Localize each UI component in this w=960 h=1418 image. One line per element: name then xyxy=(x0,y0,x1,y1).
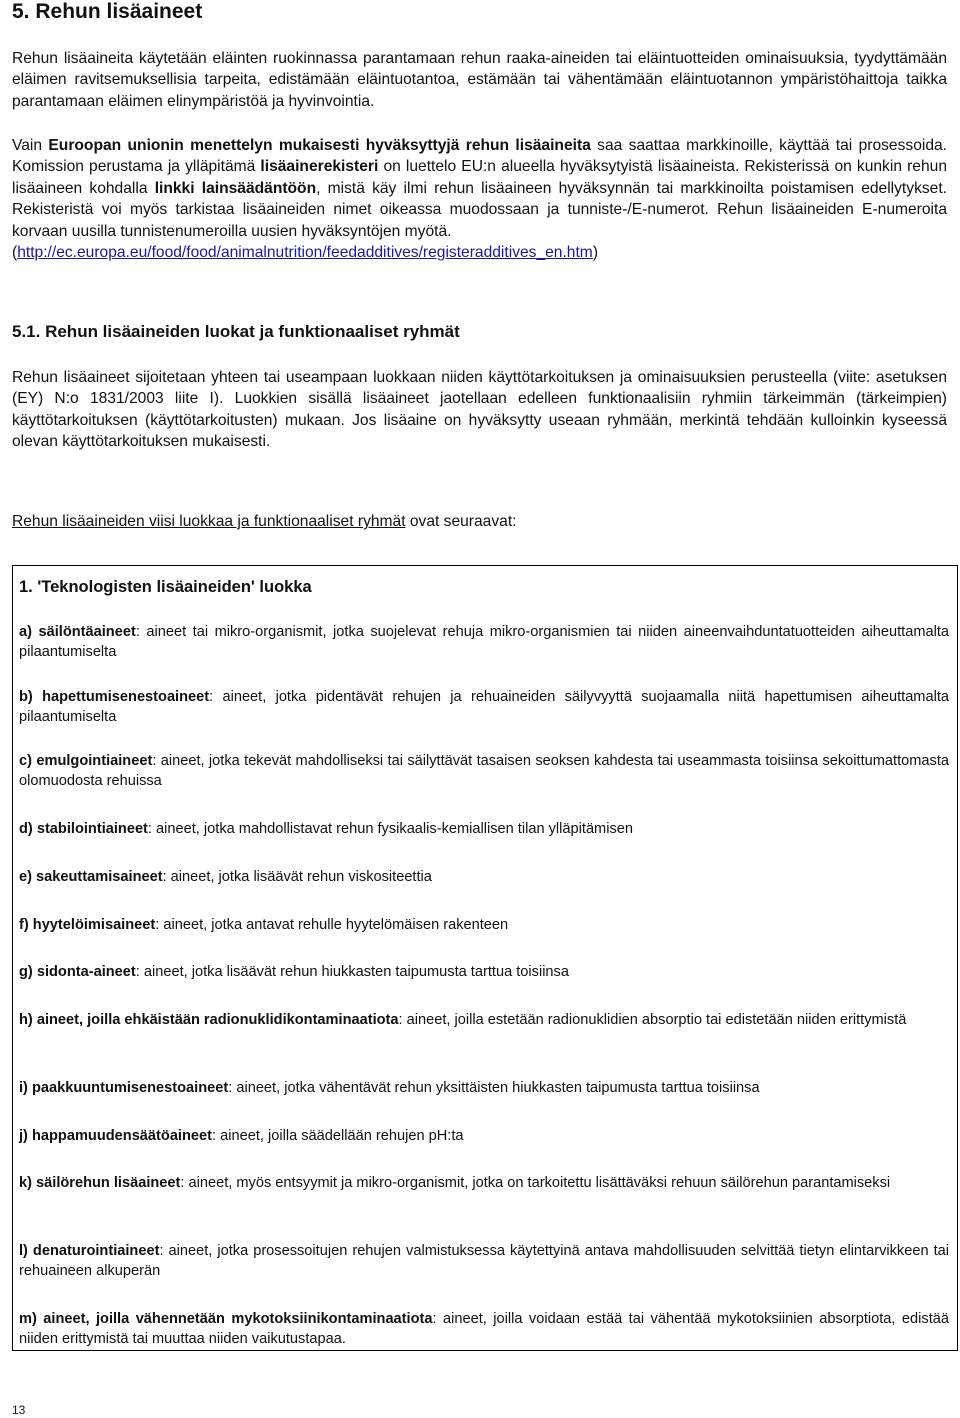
item-label: j) happamuudensäätöaineet xyxy=(19,1128,212,1144)
item-label: a) säilöntäaineet xyxy=(19,624,136,640)
item-text: : aineet tai mikro-organismit, jotka suojelevat rehuja mikro-organismien tai niiden aineenvaihduntatuotteiden aiheuttamalta pilaantumiselta xyxy=(19,624,950,660)
item-label: b) hapettumisenestoaineet xyxy=(19,689,210,705)
paragraph-classes: Rehun lisäaineet sijoitetaan yhteen tai useampaan luokkaan niiden käyttötarkoituksen ja ominaisuuksien perusteella (viite: asetuksen (EY) N:o 1831/2003 liite I). Luokkien sisällä lisäaineet jaotellaan edelleen funktionaalisiin ryhmiin tärkeimmän (tärkeimpien) käyttötarkoituksen (käyttötarkoitusten) mukaan. Jos lisäaine on hyväksytty useaan ryhmään, merkintä tehdään kulloinkin kyseessä olevan käyttötarkoituksen mukaisesti. xyxy=(12,369,947,451)
item-label: l) denaturointiaineet xyxy=(19,1243,160,1259)
paragraph-list-intro xyxy=(12,511,947,532)
item-text: : aineet, jotka mahdollistavat rehun fysikaalis-kemiallisen tilan ylläpitämisen xyxy=(147,821,633,837)
register-link[interactable]: http://ec.europa.eu/food/food/animalnutrition/feedadditives/registeradditives_en.htm xyxy=(17,244,593,262)
text-run: on luettelo EU:n alueella hyväksytyistä lisäaineista. Rekisterissä on kunkin rehun lisäaineen kohdalla xyxy=(12,158,947,197)
item-label: g) sidonta-aineet xyxy=(19,964,136,980)
list-item xyxy=(19,1126,949,1146)
paragraph-intro: Rehun lisäaineita käytetään eläinten ruokinnassa parantamaan rehun raaka-aineiden tai eläintuotteiden ominaisuuksia, tyydyttämään eläimen ravitsemuksellisia tarpeita, edistämään eläintuotantoa, estämään tai vähentämään eläintuotannon ympäristöhaittoja taikka parantamaan eläimen elinympäristöä ja hyvinvointia. xyxy=(12,50,947,110)
item-label: f) hyytelöimisaineet xyxy=(19,917,156,933)
list-item xyxy=(19,751,949,791)
item-text: : aineet, jotka lisäävät rehun viskositeettia xyxy=(162,869,432,885)
list-item xyxy=(19,819,949,839)
text-run: Vain xyxy=(12,137,49,154)
item-text: : aineet, joilla voidaan estää tai vähentää mykotoksiinien absorptiota, edistää niiden erittymistä tai muuttaa niiden vaikutustapaa. xyxy=(19,1311,949,1347)
list-item xyxy=(19,867,949,887)
list-item xyxy=(19,687,949,727)
item-label: c) emulgointiaineet xyxy=(19,753,153,769)
bold-text: Euroopan unionin menettelyn mukaisesti hyväksyttyjä rehun lisäaineita xyxy=(48,137,591,154)
item-text: : aineet, jotka vähentävät rehun yksittäisten hiukkasten taipumusta tarttua toisiinsa xyxy=(228,1080,760,1096)
item-label: k) säilörehun lisäaineet xyxy=(19,1175,181,1191)
category-title: 1. 'Teknologisten lisäaineiden' luokka xyxy=(19,578,312,596)
item-text: : aineet, jotka prosessoitujen rehujen valmistuksessa käytettyinä antava mahdollisuuden selvittää tietyn elintarvikkeen tai rehuaineen alkuperän xyxy=(19,1243,949,1279)
text-run: saa saattaa markkinoille, käyttää tai prosessoida. Komission perustama ja ylläpitämä xyxy=(12,137,948,176)
category-box xyxy=(12,565,958,1351)
item-text: : aineet, jotka lisäävät rehun hiukkasten taipumusta tarttua toisiinsa xyxy=(135,964,569,980)
paragraph-registry xyxy=(12,135,947,263)
text-run: ( xyxy=(12,244,18,262)
list-item xyxy=(19,915,949,935)
item-text: : aineet, jotka antavat rehulle hyytelömäisen rakenteen xyxy=(155,917,509,933)
text-run: ) xyxy=(592,244,599,262)
item-label: h) aineet, joilla ehkäistään radionuklidikontaminaatiota xyxy=(19,1012,399,1028)
list-item xyxy=(19,1241,949,1281)
bold-text: lisäainerekisteri xyxy=(260,158,379,176)
text-run: , mistä käy ilmi rehun lisäaineen hyväksynnän tai markkinoilta poistamisen edellytykset. Rekisteristä voi myös tarkistaa lisäaineiden nimet oikeassa muodossaan ja tunniste-/E-numerot. Rehun lisäaineiden E-numeroita korvaan uusilla tunnistenumeroilla uusien hyväksyntöjen myötä. xyxy=(12,179,947,240)
item-label: m) aineet, joilla vähennetään mykotoksiinikontaminaatiota xyxy=(19,1311,433,1327)
section-heading: 5. Rehun lisäaineet xyxy=(12,0,203,23)
item-text: : aineet, myös entsyymit ja mikro-organismit, jotka on tarkoitettu lisättäväksi rehuun säilörehun parantamiseksi xyxy=(180,1175,891,1191)
list-item xyxy=(19,962,949,982)
item-text: : aineet, jotka pidentävät rehujen ja rehuaineiden säilyvyyttä suojaamalla niitä hapettumisen aiheuttamalta pilaantumiselta xyxy=(19,689,949,725)
item-text: : aineet, joilla estetään radionuklidien absorptio tai edistetään niiden erittymistä xyxy=(398,1012,907,1028)
item-label: i) paakkuuntumisenestoaineet xyxy=(19,1080,229,1096)
page-number: 13 xyxy=(12,1403,26,1417)
text-run: ovat seuraavat: xyxy=(405,513,517,530)
item-text: : aineet, joilla säädellään rehujen pH:ta xyxy=(212,1128,464,1144)
list-item xyxy=(19,1173,949,1193)
item-label: e) sakeuttamisaineet xyxy=(19,869,163,885)
item-label: d) stabilointiaineet xyxy=(19,821,148,837)
subsection-heading: 5.1. Rehun lisäaineiden luokat ja funktionaaliset ryhmät xyxy=(12,322,460,341)
list-item xyxy=(19,622,949,662)
list-item xyxy=(19,1309,949,1349)
underlined-text: Rehun lisäaineiden viisi luokkaa ja funktionaaliset ryhmät xyxy=(12,513,406,530)
list-item xyxy=(19,1078,949,1098)
bold-text: linkki lainsäädäntöön xyxy=(154,179,317,197)
list-item xyxy=(19,1010,949,1030)
item-text: : aineet, jotka tekevät mahdolliseksi tai säilyttävät tasaisen seoksen kahdesta tai useammasta toisiinsa sekoittumattomasta olomuodosta rehuissa xyxy=(19,753,949,789)
